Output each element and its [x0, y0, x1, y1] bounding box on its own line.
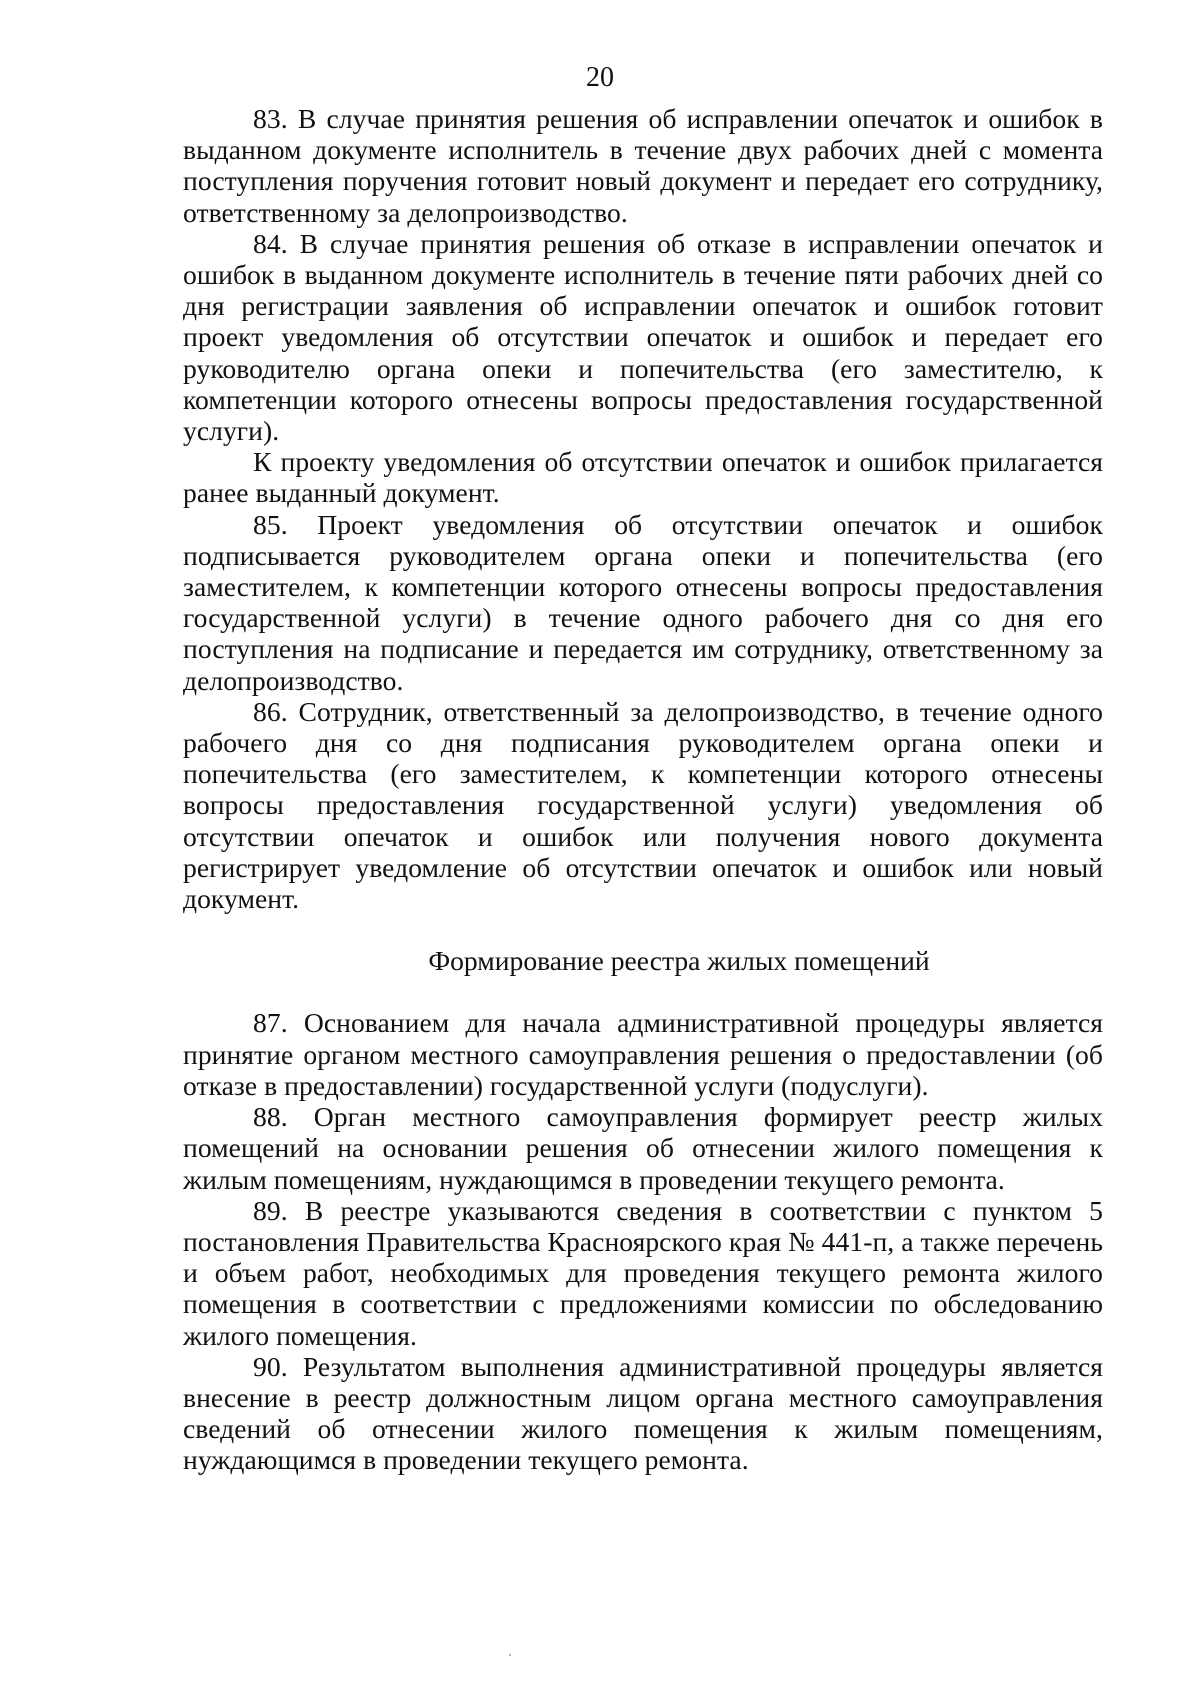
paragraph-83: 83. В случае принятия решения об исправлении опечаток и ошибок в выданном документе исполнитель в течение двух рабочих дней с момента поступления поручения готовит новый документ и передает его сотруднику, ответственному за делопроизводство.: [183, 103, 1103, 228]
page-number: 20: [586, 62, 614, 93]
paragraph-89: 89. В реестре указываются сведения в соответствии с пунктом 5 постановления Правительства Красноярского края № 441-п, а также перечень и объем работ, необходимых для проведения текущего ремонта жилого помещения в соответствии с предложениями комиссии по обследованию жилого помещения.: [183, 1194, 1103, 1351]
document-body: [183, 103, 1103, 1476]
paragraph-88: 88. Орган местного самоуправления формирует реестр жилых помещений на основании решения об отнесении жилого помещения к жилым помещениям, нуждающимся в проведении текущего ремонта.: [183, 1101, 1103, 1195]
paragraph-90: 90. Результатом выполнения административной процедуры является внесение в реестр должностным лицом органа местного самоуправления сведений об отнесении жилого помещения к жилым помещениям, нуждающимся в проведении текущего ремонта.: [183, 1350, 1103, 1476]
paragraph-87: 87. Основанием для начала административной процедуры является принятие органом местного самоуправления решения о предоставлении (об отказе в предоставлении) государственной услуги (подуслуги).: [183, 1007, 1103, 1101]
scan-speck: [509, 1654, 511, 1656]
paragraph-84-attachment: К проекту уведомления об отсутствии опечаток и ошибок прилагается ранее выданный документ.: [183, 446, 1103, 509]
section-heading: Формирование реестра жилых помещений: [428, 945, 930, 977]
paragraph-84: 84. В случае принятия решения об отказе в исправлении опечаток и ошибок в выданном документе исполнитель в течение пяти рабочих дней со дня регистрации заявления об исправлении опечаток и ошибок готовит проект уведомления об отсутствии опечаток и ошибок и передает его руководителю органа опеки и попечительства (его заместителю, к компетенции которого отнесены вопросы предоставления государственной услуги).: [183, 227, 1103, 447]
paragraph-86: 86. Сотрудник, ответственный за делопроизводство, в течение одного рабочего дня со дня подписания руководителем органа опеки и попечительства (его заместителем, к компетенции которого отнесены вопросы предоставления государственной услуги) уведомления об отсутствии опечаток и ошибок или получения нового документа регистрирует уведомление об отсутствии опечаток и ошибок или новый документ.: [183, 695, 1103, 915]
paragraph-85: 85. Проект уведомления об отсутствии опечаток и ошибок подписывается руководителем органа опеки и попечительства (его заместителем, к компетенции которого отнесены вопросы предоставления государственной услуги) в течение одного рабочего дня со дня его поступления на подписание и передается им сотруднику, ответственному за делопроизводство.: [183, 508, 1103, 696]
